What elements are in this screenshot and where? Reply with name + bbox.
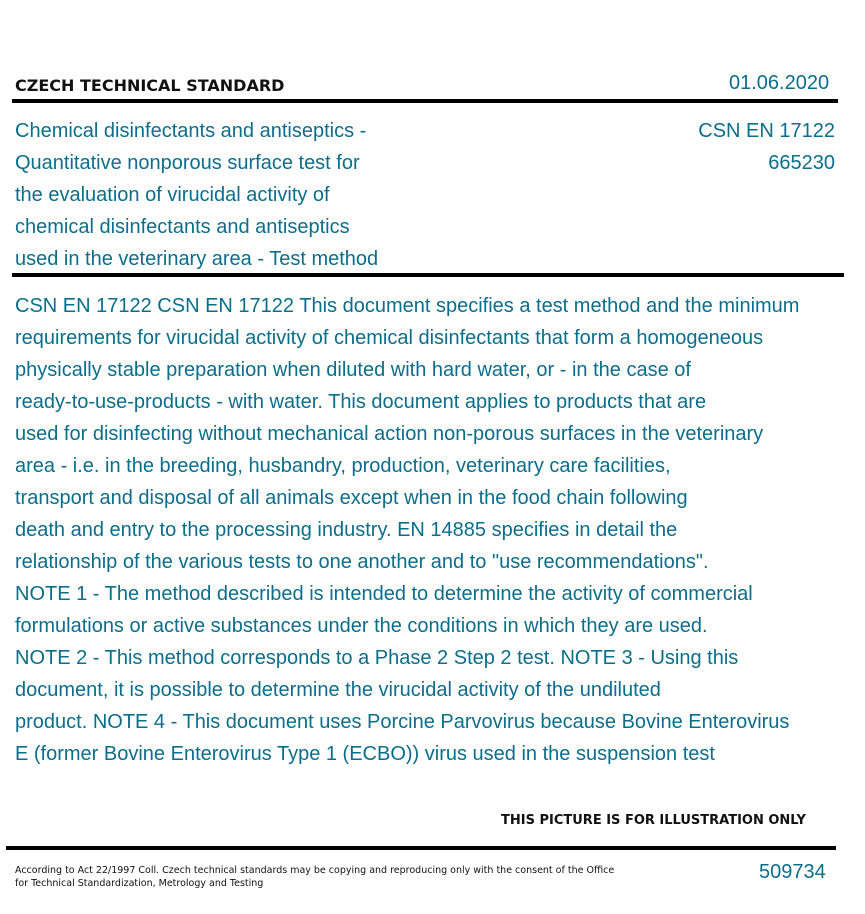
- standard-code: CSN EN 17122: [698, 120, 835, 142]
- abstract-line: transport and disposal of all animals except when in the food chain following: [15, 487, 688, 509]
- abstract-line: product. NOTE 4 - This document uses Porcine Parvovirus because Bovine Enterovirus: [15, 711, 790, 733]
- abstract-line: relationship of the various tests to one another and to "use recommendations".: [15, 551, 709, 573]
- class-number: 665230: [768, 152, 835, 174]
- title-line: chemical disinfectants and antiseptics: [15, 216, 350, 238]
- abstract-line: NOTE 1 - The method described is intended to determine the activity of commercial: [15, 583, 753, 605]
- abstract-line: used for disinfecting without mechanical action non-porous surfaces in the veterinary: [15, 423, 764, 445]
- abstract-line: requirements for virucidal activity of chemical disinfectants that form a homogeneous: [15, 327, 764, 349]
- title-divider: [12, 273, 844, 277]
- title-line: Quantitative nonporous surface test for: [15, 152, 360, 174]
- legal-notice: [15, 864, 615, 890]
- legal-line: According to Act 22/1997 Coll. Czech technical standards may be copying and reproducing only with the consent of the Office: [15, 865, 615, 876]
- abstract-text: [15, 290, 860, 770]
- abstract-line: ready-to-use-products - with water. This document applies to products that are: [15, 391, 707, 413]
- title-line: used in the veterinary area - Test method: [15, 248, 379, 270]
- standard-label: CZECH TECHNICAL STANDARD: [15, 76, 285, 95]
- abstract-line: formulations or active substances under the conditions in which they are used.: [15, 615, 708, 637]
- abstract-line: E (former Bovine Enterovirus Type 1 (ECBO)) virus used in the suspension test: [15, 743, 715, 765]
- publication-date: 01.06.2020: [729, 72, 830, 94]
- illustration-note: THIS PICTURE IS FOR ILLUSTRATION ONLY: [501, 813, 806, 828]
- standard-designation: [698, 115, 835, 179]
- abstract-line: CSN EN 17122 CSN EN 17122 This document specifies a test method and the minimum: [15, 295, 800, 317]
- title-line: Chemical disinfectants and antiseptics -: [15, 120, 367, 142]
- document-number: 509734: [759, 861, 826, 883]
- abstract-line: NOTE 2 - This method corresponds to a Phase 2 Step 2 test. NOTE 3 - Using this: [15, 647, 739, 669]
- title-line: the evaluation of virucidal activity of: [15, 184, 330, 206]
- abstract-line: death and entry to the processing industry. EN 14885 specifies in detail the: [15, 519, 678, 541]
- standard-title: [15, 115, 435, 275]
- abstract-line: physically stable preparation when diluted with hard water, or - in the case of: [15, 359, 691, 381]
- abstract-line: document, it is possible to determine the virucidal activity of the undiluted: [15, 679, 661, 701]
- abstract-line: area - i.e. in the breeding, husbandry, production, veterinary care facilities,: [15, 455, 671, 477]
- header-divider: [12, 99, 838, 103]
- legal-line: for Technical Standardization, Metrology and Testing: [15, 878, 264, 889]
- footer-divider: [6, 846, 836, 850]
